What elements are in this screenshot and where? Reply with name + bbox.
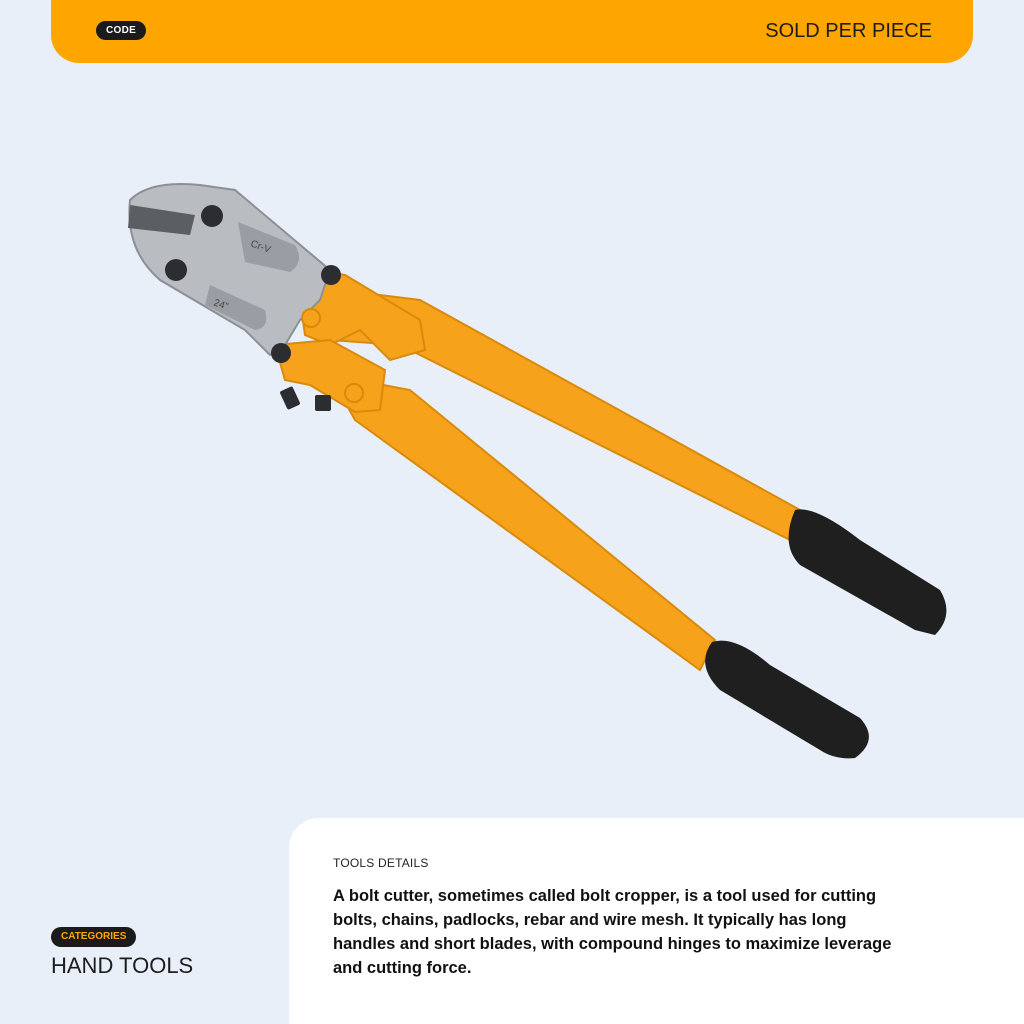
details-text: A bolt cutter, sometimes called bolt cropper, is a tool used for cutting bolts, chains, padlocks, rebar and wire mesh. It typically has long handles and short blades, with compound hinges to maximize leverage and cutting force. bbox=[333, 887, 892, 977]
svg-text:24": 24" bbox=[211, 297, 230, 313]
lower-handle bbox=[330, 375, 715, 670]
bolt-1 bbox=[201, 205, 223, 227]
bolt-4 bbox=[271, 343, 291, 363]
pivot-1 bbox=[302, 309, 320, 327]
code-badge: CODE bbox=[96, 21, 146, 40]
categories-badge: CATEGORIES bbox=[51, 927, 136, 947]
bolt-2 bbox=[165, 259, 187, 281]
upper-grip bbox=[789, 509, 947, 635]
header-bar bbox=[51, 0, 973, 63]
bolt-3 bbox=[321, 265, 341, 285]
svg-text:Cr-V: Cr-V bbox=[248, 238, 273, 256]
pivot-2 bbox=[345, 384, 363, 402]
adjust-screw-2 bbox=[315, 395, 331, 411]
category-value: HAND TOOLS bbox=[51, 953, 194, 978]
bolt-cutter-image bbox=[110, 170, 970, 770]
details-card bbox=[289, 818, 1024, 1024]
lower-grip bbox=[705, 641, 869, 759]
sold-per-piece-label: SOLD PER PIECE bbox=[765, 20, 932, 42]
details-label: TOOLS DETAILS bbox=[333, 856, 429, 870]
adjust-screw-1 bbox=[279, 386, 300, 410]
